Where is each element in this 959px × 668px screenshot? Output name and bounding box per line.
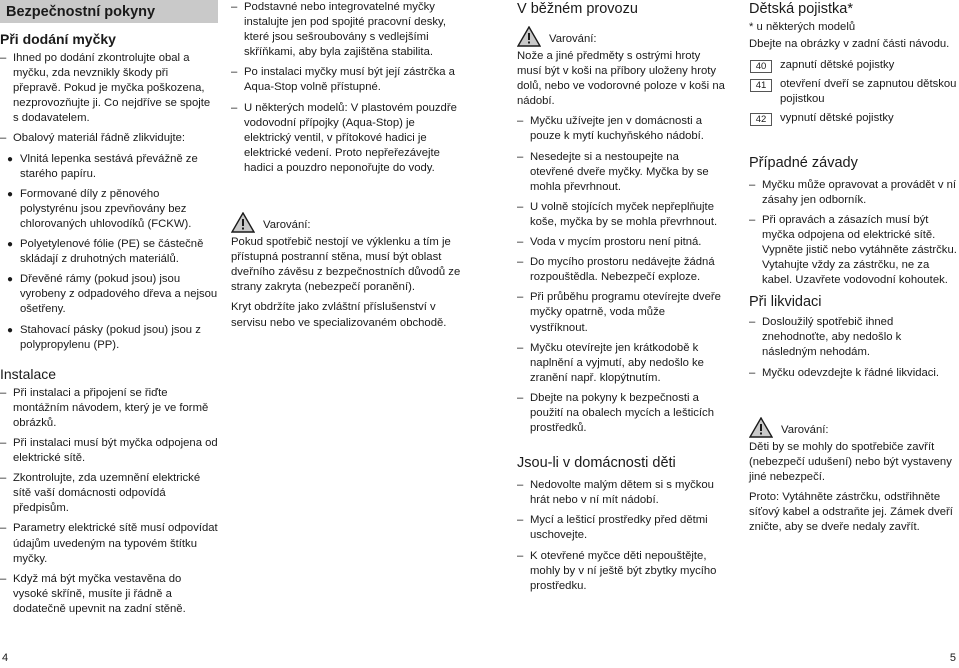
list-item: – Myčku odevzdejte k řádné likvidaci. bbox=[749, 366, 940, 379]
list-item: – Při instalaci musí být myčka odpojena od elektrické sítě. bbox=[0, 436, 218, 465]
list-item: – U některých modelů: V plastovém pouzdře vodovodní přípojky (Aqua-Stop) je elektrický ventil, v přítokové hadici je elektrické vedení. Proto nepřeřezávejte hadici a pouzdro neponořujte do vody. bbox=[231, 101, 457, 174]
list-item: ● Dřevěné rámy (pokud jsou) jsou vyrobeny z odpadového dřeva a nejsou ošetřeny. bbox=[7, 273, 218, 316]
column-2 bbox=[231, 0, 463, 336]
list-item: – Do mycího prostoru nedávejte žádná rozpouštědla. Nebezpečí exploze. bbox=[517, 256, 715, 284]
warning-icon bbox=[231, 212, 255, 233]
numbered-item: 42 vypnutí dětské pojistky bbox=[749, 111, 959, 126]
warning-icon bbox=[517, 26, 541, 47]
page-number-right: 5 bbox=[949, 651, 956, 664]
list-item: ● Stahovací pásky (pokud jsou) jsou z polypropylenu (PP). bbox=[7, 323, 201, 351]
warning-heading bbox=[517, 26, 725, 47]
list-item: – Podstavné nebo integrovatelné myčky instalujte jen pod spojité pracovní desky, které jsou sešroubovány s vedlejšími skříňkami, aby byla zajištěna stabilita. bbox=[231, 1, 446, 59]
list-item: ● Polyetylenové fólie (PE) se částečně skládají z druhotných materiálů. bbox=[7, 238, 204, 266]
column-3 bbox=[517, 0, 725, 599]
list-item: – K otevřené myčce děti nepouštějte, mohly by v ní ještě být zbytky mycího prostředku. bbox=[517, 549, 717, 592]
warning-label: Varování: bbox=[549, 33, 597, 45]
numbered-item: 40 zapnutí dětské pojistky bbox=[749, 58, 959, 73]
list-item: – Obalový materiál řádně zlikvidujte: bbox=[0, 132, 186, 145]
note-pictures: Dbejte na obrázky v zadní části návodu. bbox=[749, 38, 950, 51]
list-item: – Myčku otevírejte jen krátkodobě k naplnění a vyjmutí, aby nedošlo ke zranění např. klopýtnutím. bbox=[517, 341, 704, 384]
list-item: – Zkontrolujte, zda uzemnění elektrické sítě vaší domácnosti odpovídá předpisům. bbox=[0, 472, 201, 515]
warning-text: Nože a jiné předměty s ostrými hroty musí být v koši na příbory uloženy hroty dolů, nebo ve vodorovné poloze v koši na nádobí. bbox=[517, 50, 725, 108]
warning-icon bbox=[749, 417, 773, 438]
tip-text: Proto: Vytáhněte zástrčku, odstřihněte síťový kabel a odstraňte jej. Zámek dveří zničte, aby se dveře nedaly zavřít. bbox=[749, 490, 953, 534]
list-item: – U volně stojících myček nepřeplňujte koše, myčka by se mohla převrhnout. bbox=[517, 200, 718, 228]
numbered-item: 41 otevření dveří se zapnutou dětskou pojistkou bbox=[749, 77, 959, 107]
kit-text: Kryt obdržíte jako zvláštní příslušenství v servisu nebo ve specializovaném obchodě. bbox=[231, 301, 447, 329]
warning-text: Děti by se mohly do spotřebiče zavřít (nebezpečí udušení) nebo být vystaveny jiné nebezpečí. bbox=[749, 440, 952, 483]
list-item: – Voda v mycím prostoru není pitná. bbox=[517, 236, 702, 249]
list-item: – Myčku může opravovat a provádět v ní zásahy jen odborník. bbox=[749, 178, 957, 206]
page-number-left: 4 bbox=[2, 651, 9, 664]
list-item: – Nedovolte malým dětem si s myčkou hrát nebo v ní mít nádobí. bbox=[517, 479, 714, 507]
list-item: – Při průběhu programu otevírejte dveře myčky opatrně, voda může vystříknout. bbox=[517, 291, 721, 334]
heading-childlock: Dětská pojistka* bbox=[749, 1, 853, 17]
list-item: – Nesedejte si a nestoupejte na otevřené dveře myčky. Myčka by se mohla převrhnout. bbox=[517, 150, 709, 193]
warning-heading bbox=[231, 212, 463, 233]
list-item: – Když má být myčka vestavěna do vysoké skříně, musíte ji řádně a dodatečně upevnit na zadní stěně. bbox=[0, 572, 186, 615]
list-item: – Po instalaci myčky musí být její zástrčka a Aqua-Stop volně přístupné. bbox=[231, 66, 455, 94]
heading-children: Jsou-li v domácnosti děti bbox=[517, 455, 676, 472]
heading-faults: Případné závady bbox=[749, 154, 858, 171]
heading-install: Instalace bbox=[0, 365, 57, 382]
list-item: – Parametry elektrické sítě musí odpovídat údajům uvedeným na typovém štítku myčky. bbox=[0, 522, 218, 565]
warning-label: Varování: bbox=[781, 423, 829, 436]
heading-delivery: Při dodání myčky bbox=[0, 31, 116, 47]
column-1 bbox=[0, 0, 218, 622]
list-item: – Při opravách a zásazích musí být myčka odpojena od elektrické sítě. Vypněte jistič nebo vytáhněte zástrčku. Vytahujte vždy za zástrčku, ne za kabel. Uzavřete vodovodní kohoutek. bbox=[749, 213, 957, 287]
heading-disposal: Při likvidaci bbox=[749, 294, 822, 311]
list-item: – Dosloužilý spotřebič ihned znehodnoťte, aby nedošlo k následným nehodám. bbox=[749, 316, 902, 359]
column-4 bbox=[749, 0, 959, 540]
list-item: ● Formované díly z pěnového polystyrénu jsou zpevňovány bez chlorovaných uhlovodíků (FCKW). bbox=[7, 187, 192, 230]
list-item: – Myčku užívejte jen v domácnosti a pouze k mytí kuchyňského nádobí. bbox=[517, 115, 704, 143]
section-title: Bezpečnostní pokyny bbox=[0, 0, 218, 23]
list-item: ● Vlnitá lepenka sestává převážně ze starého papíru. bbox=[7, 152, 198, 180]
list-item: – Ihned po dodání zkontrolujte obal a myčku, zda nevznikly škody při přepravě. Pokud je myčka poškozena, nezprovozňujte ji. Co nejdříve se spojte s dodavatelem. bbox=[0, 52, 211, 125]
list-item: – Mycí a lešticí prostředky před dětmi uschovejte. bbox=[517, 514, 708, 542]
warning-heading bbox=[749, 417, 959, 438]
warning-label: Varování: bbox=[263, 219, 311, 232]
list-item: – Při instalaci a připojení se řiďte montážním návodem, který je ve formě obrázků. bbox=[0, 386, 209, 429]
list-item: – Dbejte na pokyny k bezpečnosti a použití na obalech mycích a lešticích prostředků. bbox=[517, 391, 714, 435]
warning-text: Pokud spotřebič nestojí ve výklenku a tím je přístupná postranní stěna, musí být oblast dveřního závěsu z bezpečnostních důvodů ze strany zakryta (nebezpečí poranění). bbox=[231, 236, 461, 294]
heading-operation: V běžném provozu bbox=[517, 1, 638, 17]
note-models: * u některých modelů bbox=[749, 21, 856, 33]
